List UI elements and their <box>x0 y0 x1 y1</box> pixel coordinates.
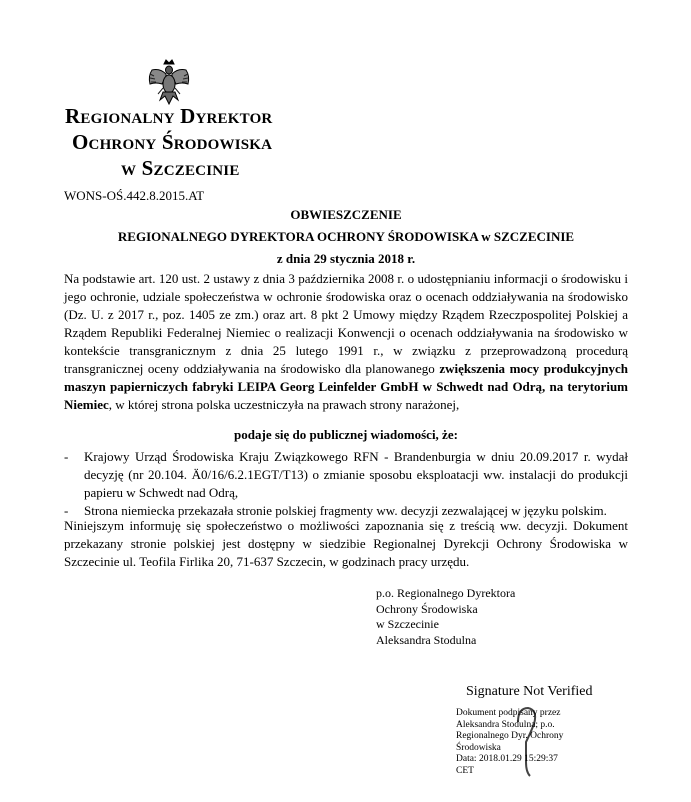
digital-signature-details <box>456 708 563 777</box>
signature-line: p.o. Regionalnego Dyrektora <box>376 586 516 600</box>
institution-name-line3: w Szczecinie <box>121 156 240 180</box>
signature-status: Signature Not Verified <box>466 684 593 699</box>
announcement-heading: podaje się do publicznej wiadomości, że: <box>234 427 458 442</box>
institution-name-line1: Regionalny Dyrektor <box>65 104 273 128</box>
signature-detail-line: Aleksandra Stodulna; p.o. <box>456 719 555 730</box>
institution-name-line2: Ochrony Środowiska <box>72 130 273 154</box>
signature-line: w Szczecinie <box>376 617 439 631</box>
paragraph-intro: Na podstawie art. 120 ust. 2 ustawy z dnia 3 października 2008 r. o udostępnianiu informacji o środowisku i jego ochronie, udziale społeczeństwa w ochronie środowiska oraz o ocenach oddziaływania na środowisko (Dz. U. z 2017 r., poz. 1405 ze zm.) oraz art. 8 pkt 2 Umowy między Rządem Rzeczpospolitej Polskiej a Rządem Republiki Federalnej Niemiec o realizacji Konwencji o ocenach oddziaływania na środowisko w kontekście transgranicznym z dnia 25 lutego 1991 r., w związku z przeprowadzoną procedurą transgranicznej oceny oddziaływania na środowisko dla planowanego <box>64 271 628 376</box>
signature-detail-line: Data: 2018.01.29 15:29:37 <box>456 754 558 764</box>
signature-line: Aleksandra Stodulna <box>376 632 477 647</box>
signature-detail-line: Środowiska <box>456 742 501 753</box>
list-item: - Strona niemiecka przekazała stronie polskiej fragmenty ww. decyzji zezwalającej w języku polskim. <box>64 502 628 520</box>
signature-detail-line: CET <box>456 765 474 776</box>
list-item: - Krajowy Urząd Środowiska Kraju Związkowego RFN - Brandenburgia w dniu 20.09.2017 r. wydał decyzję (nr 20.104. Ä0/16/6.2.1EGT/T13) o zmianie sposobu eksploatacji ww. instalacji do produkcji papieru w Schwedt nad Odrą, <box>64 448 628 502</box>
reference-number: WONS-OŚ.442.8.2015.AT <box>64 188 205 203</box>
document-subtitle: REGIONALNEGO DYREKTORA OCHRONY ŚRODOWISKA w SZCZECINIE <box>117 229 575 244</box>
announcement-list <box>64 448 628 520</box>
info-paragraph: Niniejszym informuję się społeczeństwo o możliwości zapoznania się z treścią ww. decyzji. Dokument przekazany stronie polskiej jest dostępny w siedzibie Regionalnej Dyrekcji Ochrony Środowiska w Szczecinie ul. Teofila Firlika 20, 71-637 Szczecin, w godzinach pracy urzędu. <box>64 518 628 569</box>
eagle-emblem-icon <box>146 58 192 106</box>
legal-basis-paragraph <box>64 270 628 414</box>
paragraph-bold-subject: zwiększenia mocy produkcyjnych maszyn papierniczych fabryki LEIPA Georg Leinfelder GmbH w Schwedt nad Odrą, na terytorium Niemiec <box>64 361 628 412</box>
paragraph-outro: , w której strona polska uczestniczyła na prawach strony narażonej, <box>108 397 460 412</box>
signature-detail-line: Regionalnego Dyr. Ochrony <box>456 731 564 741</box>
signature-detail-line: Dokument podpisany przez <box>456 708 561 718</box>
signature-line: Ochrony Środowiska <box>376 601 478 616</box>
document-title: OBWIESZCZENIE <box>290 207 402 222</box>
signature-block <box>376 586 515 648</box>
document-date: z dnia 29 stycznia 2018 r. <box>276 251 416 266</box>
